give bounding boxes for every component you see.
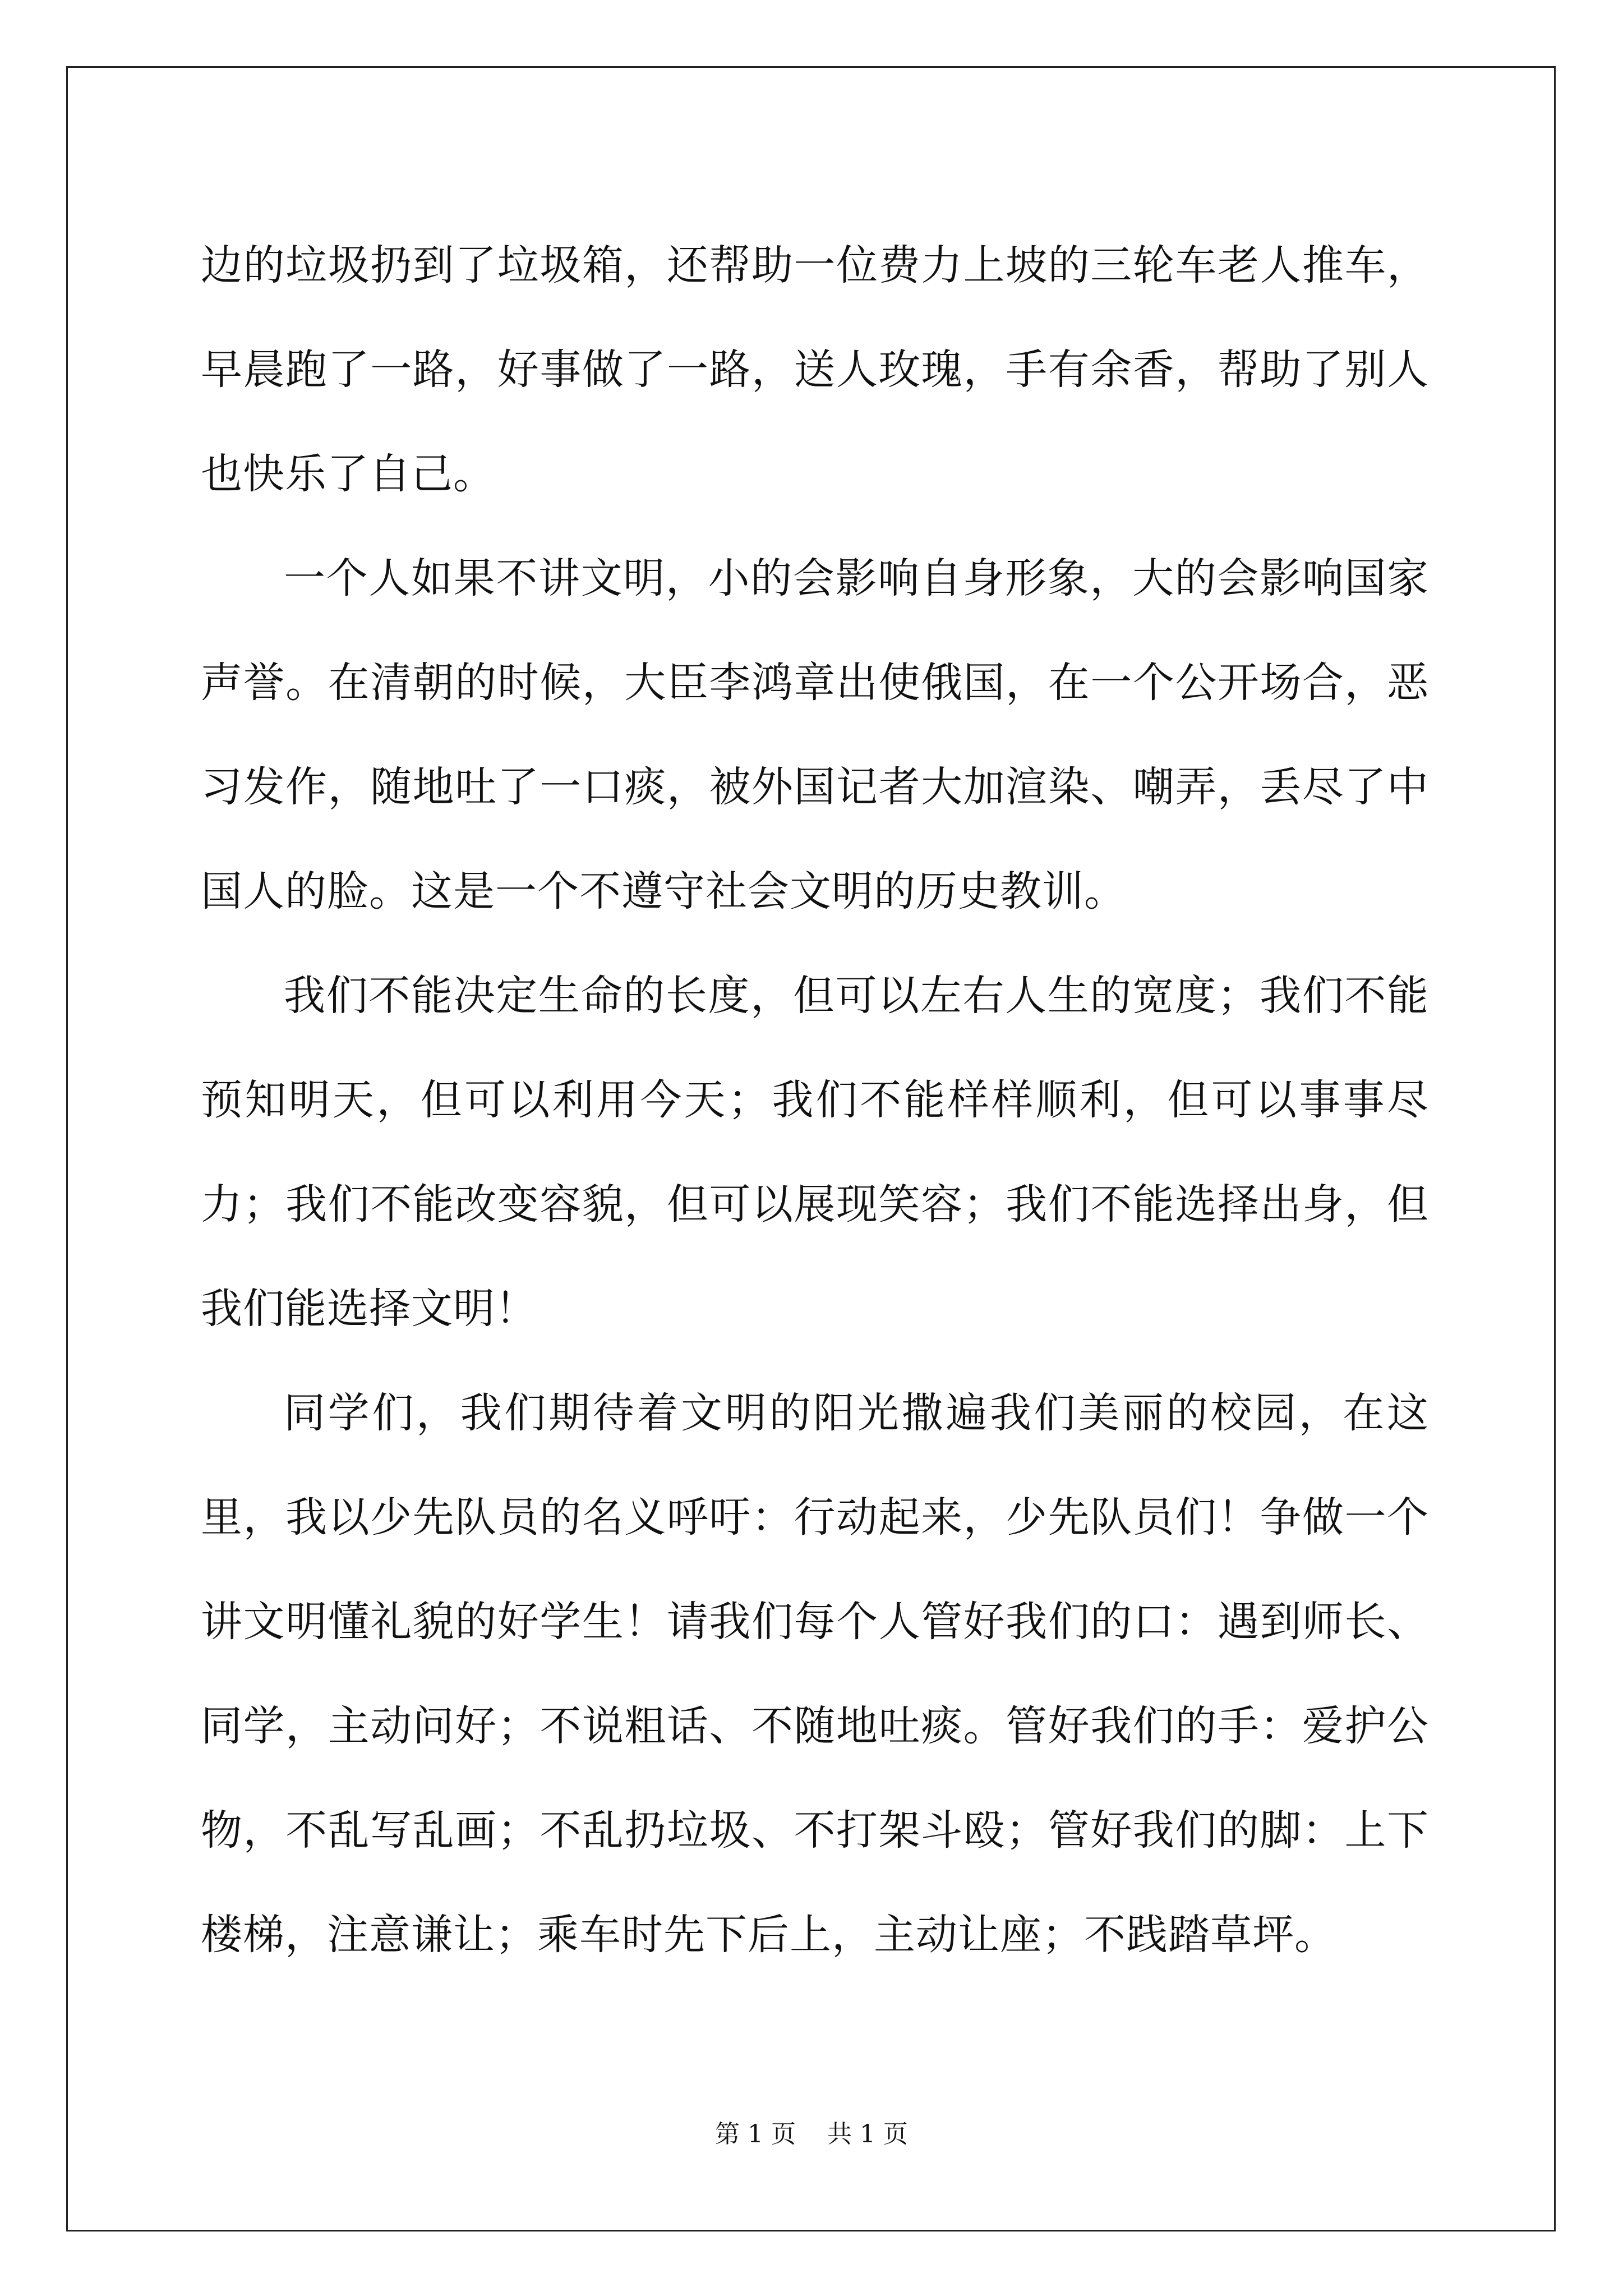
- paragraph-3: 我们不能决定生命的长度，但可以左右人生的宽度；我们不能预知明天，但可以利用今天；我们不能样样顺利，但可以事事尽力；我们不能改变容貌，但可以展现笑容；我们不能选择出身，但我们能选择文明！: [201, 972, 1429, 1333]
- paragraph-2: 一个人如果不讲文明，小的会影响自身形象，大的会影响国家声誉。在清朝的时候，大臣李鸿章出使俄国，在一个公开场合，恶习发作，随地吐了一口痰，被外国记者大加渲染、嘲弄，丢尽了中国人的脸。这是一个不遵守社会文明的历史教训。: [201, 554, 1429, 915]
- paragraph-1: 边的垃圾扔到了垃圾箱，还帮助一位费力上坡的三轮车老人推车，早晨跑了一路，好事做了一路，送人玫瑰，手有余香，帮助了别人也快乐了自己。: [201, 241, 1429, 498]
- page-number: 第 1 页: [715, 2120, 796, 2148]
- document-body: [201, 213, 1429, 1987]
- footer-spacer: [796, 2120, 827, 2148]
- page-total: 共 1 页: [827, 2120, 908, 2148]
- paragraph-4: 同学们，我们期待着文明的阳光撒遍我们美丽的校园，在这里，我以少先队员的名义呼吁：行动起来，少先队员们！争做一个讲文明懂礼貌的好学生！请我们每个人管好我们的口：遇到师长、同学，主动问好；不说粗话、不随地吐痰。管好我们的手：爱护公物，不乱写乱画；不乱扔垃圾、不打架斗殴；管好我们的脚：上下楼梯，注意谦让；乘车时先下后上，主动让座；不践踏草坪。: [201, 1389, 1429, 1959]
- page-footer: [0, 2118, 1623, 2151]
